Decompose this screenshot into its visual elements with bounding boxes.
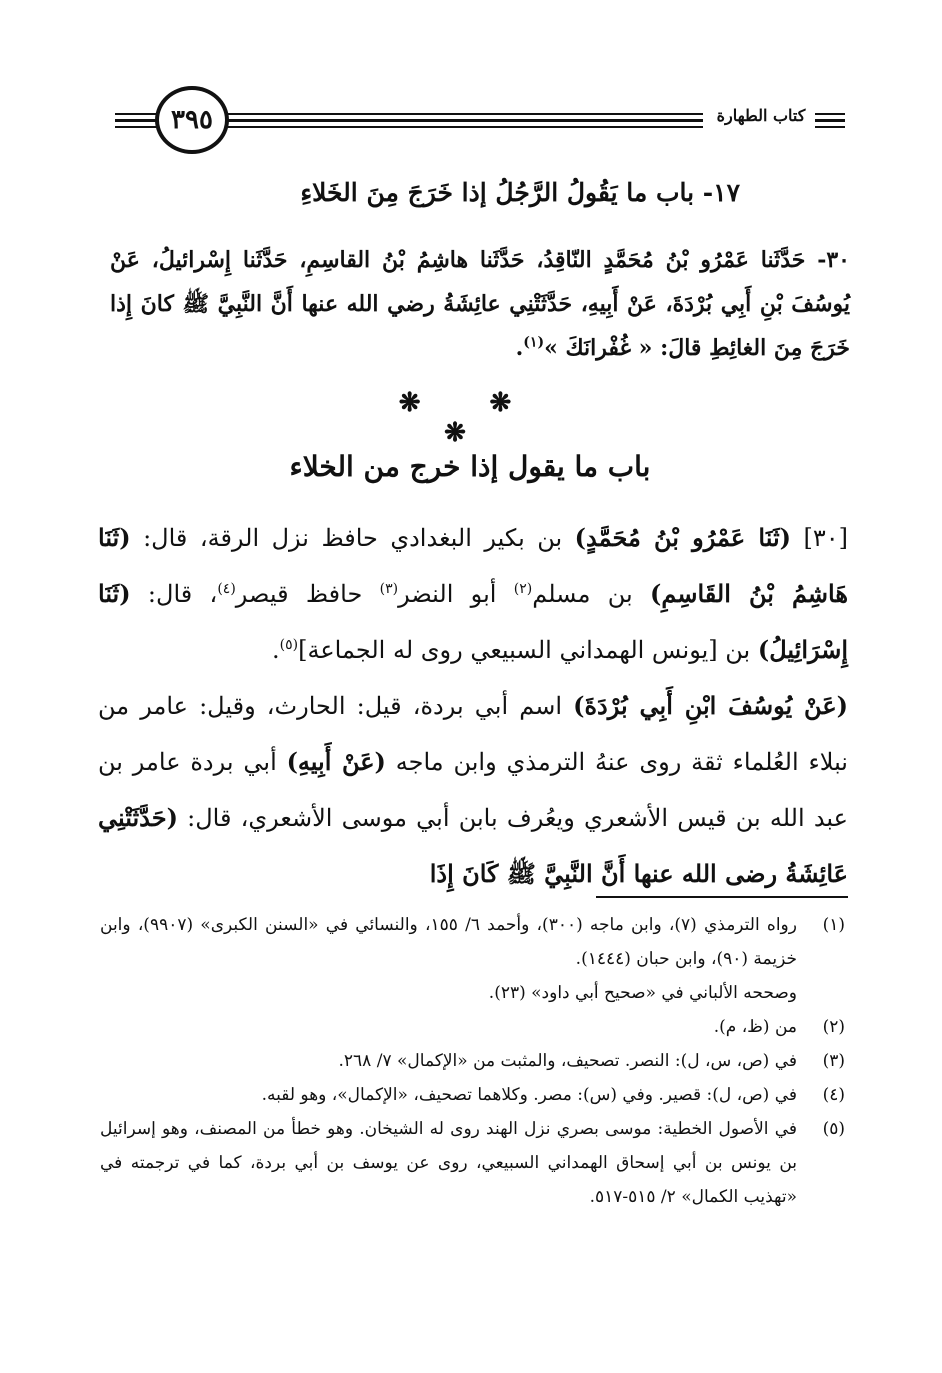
footnote-number: (٣) xyxy=(822,1051,845,1071)
header-rule xyxy=(228,113,703,115)
footnote-ref: (٣) xyxy=(379,581,399,597)
header-rule xyxy=(228,126,703,128)
footnote-text: في (ص، س، ل): النصر. تصحيف، والمثبت من «الإكمال» ٧/ ٢٦٨. xyxy=(338,1051,797,1071)
quoted-narrator: (عَنْ يُوسُفَ ابْنِ أَبِي بُرْدَةَ) xyxy=(573,691,848,720)
header-rule xyxy=(815,119,845,122)
footnote-number: (١) xyxy=(822,915,845,935)
footnote xyxy=(100,1044,845,1078)
footnote-text: رواه الترمذي (٧)، وابن ماجه (٣٠٠)، وأحمد ٦/ ١٥٥، والنسائي في «السنن الكبرى» (٩٩٠٧)، وابن خزيمة (٩٠)، وابن حبان (١٤٤٤). xyxy=(100,915,797,969)
footnote-text: في الأصول الخطية: موسى بصري نزل الهند روى له الشيخان. وهو خطأ من المصنف، وهو إسرائيل بن يونس بن أبي إسحاق الهمداني السبيعي، روى عن يوسف بن أبي بردة، كما في ترجمته في «تهذيب الكمال» ٢/ ٥١٥-٥١٧. xyxy=(100,1119,797,1207)
section-separator: ❋ ❋ ❋ xyxy=(398,388,542,448)
footnote-number: (٥) xyxy=(822,1119,845,1139)
footnote-text: وصححه الألباني في «صحيح أبي داود» (٢٣). xyxy=(488,983,797,1003)
running-head: كتاب الطهارة xyxy=(716,106,806,125)
footnote-ref: (١) xyxy=(523,334,545,351)
header-rule xyxy=(815,126,845,128)
header-rule xyxy=(228,119,703,122)
footnote-ref: (٤) xyxy=(217,581,236,597)
commentary-text: أبي بردة عامر بن عبد الله بن قيس الأشعري ويعُرف بابن أبي موسى الأشعري، قال: xyxy=(98,748,848,832)
commentary-text: . xyxy=(272,636,280,664)
commentary-text: بن بكير البغدادي حافظ نزل الرقة، قال: xyxy=(130,524,575,552)
section-heading: باب ما يقول إذا خرج من الخلاء xyxy=(289,450,651,483)
footnote xyxy=(100,1010,845,1044)
footnote-number: (٢) xyxy=(822,1017,845,1037)
commentary-text: ، قال: xyxy=(130,580,218,608)
quoted-narrator: (ثَنَا إِسْرَائِيلُ) xyxy=(98,579,848,664)
hadith-body: ٣٠- حَدَّثَنا عَمْرُو بْنُ مُحَمَّدٍ النّاقِدُ، حَدَّثَنا هاشِمُ بْنُ القاسِمِ، حَدَّثَنا إِسْرائيلُ، عَنْ يُوسُفَ بْنِ أَبِي بُرْدَةَ، عَنْ أَبِيهِ، حَدَّثَتْنِي عائِشَةُ رضي الله عنها أَنَّ النَّبِيَّ ﷺ كانَ إِذا خَرَجَ مِنَ الغائِطِ قالَ: « غُفْرانَكَ » xyxy=(110,247,850,361)
quoted-narrator: (ثَنَا هَاشِمُ بْنُ القَاسِمِ) xyxy=(98,523,849,608)
footnote-ref: (٥) xyxy=(279,637,299,653)
commentary xyxy=(98,510,848,902)
header-rule xyxy=(115,113,157,115)
footnote-separator xyxy=(596,896,848,898)
footnote xyxy=(100,908,845,976)
quoted-narrator: (ثَنَا عَمْرُو بْنُ مُحَمَّدٍ) xyxy=(574,523,791,552)
footnote xyxy=(100,1078,845,1112)
commentary-text: بن مسلم xyxy=(532,580,651,608)
quoted-narrator: (عَنْ أَبِيهِ) xyxy=(286,747,386,776)
hadith-end: . xyxy=(515,335,524,361)
commentary-paragraph xyxy=(98,510,848,678)
page-header xyxy=(115,86,845,156)
footnote-ref: (٢) xyxy=(513,581,533,597)
commentary-text: بن [يونس الهمداني السبيعي روى له الجماعة] xyxy=(298,636,758,664)
commentary-paragraph xyxy=(98,678,848,902)
hadith-number: [٣٠] xyxy=(791,524,848,552)
commentary-text: اسم أبي بردة، قيل: الحارث، وقيل: عامر من نبلاء العُلماء ثقة روى عنهُ الترمذي وابن ماجه xyxy=(98,692,848,776)
header-rule xyxy=(815,113,845,115)
page-number: ٣٩٥ xyxy=(155,86,229,154)
footnote xyxy=(100,1112,845,1214)
hadith-text xyxy=(110,238,850,370)
commentary-text: حافظ قيصر xyxy=(235,580,380,608)
header-rule xyxy=(115,126,157,128)
header-rule xyxy=(115,119,157,122)
quoted-narrator: (حَدَّثَتْنِي عَائِشَةُ رضى الله عنها أَنَّ النَّبِيَّ ﷺ كَانَ إِذَا xyxy=(98,803,848,888)
chapter-heading: ١٧- باب ما يَقُولُ الرَّجُلُ إذا خَرَجَ مِنَ الخَلاءِ xyxy=(300,178,740,207)
footnotes xyxy=(100,908,845,1214)
footnote-text: من (ظ، م). xyxy=(713,1017,797,1037)
footnote-number: (٤) xyxy=(822,1085,845,1105)
commentary-text: أبو النضر xyxy=(398,580,514,608)
footnote-text: في (ص، ل): قصير. وفي (س): مصر. وكلاهما تصحيف، «الإكمال»، وهو لقبه. xyxy=(261,1085,797,1105)
